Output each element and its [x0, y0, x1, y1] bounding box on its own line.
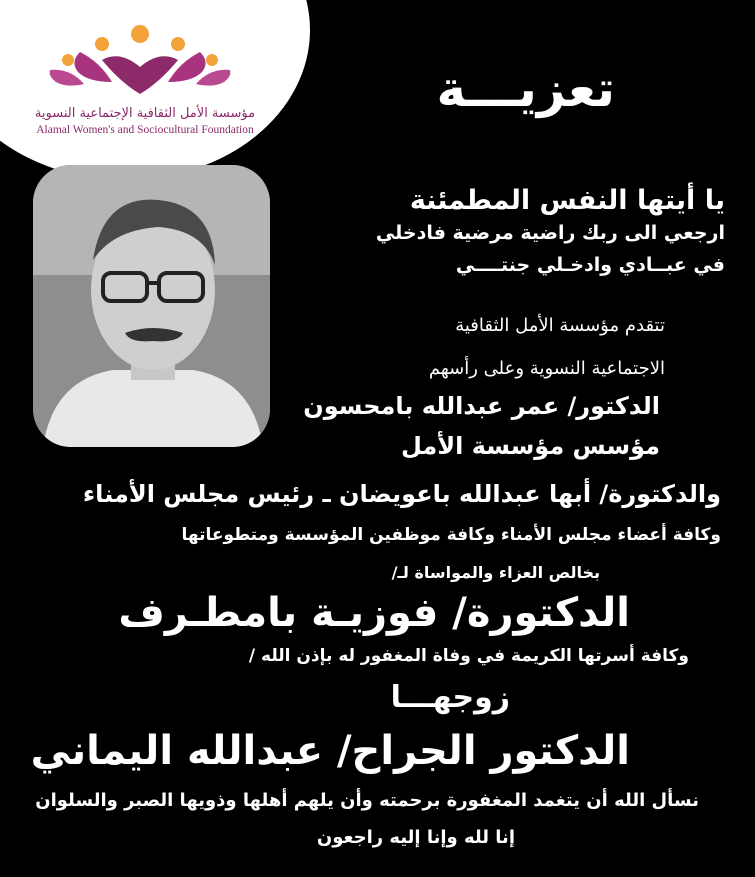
board-chair-line: والدكتورة/ أبها عبدالله باعويضان ـ رئيس مجلس الأمناء	[82, 480, 721, 508]
organization-name-english: Alamal Women's and Sociocultural Foundation	[36, 124, 254, 136]
condolence-line-1: تتقدم مؤسسة الأمل الثقافية	[455, 315, 665, 336]
portrait-image	[33, 165, 270, 447]
family-line: وكافة أسرتها الكريمة في وفاة المغفور له بإذن الله /	[248, 646, 689, 666]
verse-line-3: في عبــادي وادخـلي جنتــــي	[455, 254, 725, 276]
relation-label: زوجهـــا	[390, 680, 510, 715]
board-members-line: وكافة أعضاء مجلس الأمناء وكافة موظفين المؤسسة ومتطوعاتها	[181, 525, 721, 545]
deceased-name: الدكتور الجراح/ عبدالله اليماني	[30, 728, 630, 774]
condolence-intro: بخالص العزاء والمواساة لـ/	[391, 563, 600, 582]
founder-name: الدكتور/ عمر عبدالله بامحسون	[303, 392, 660, 420]
verse-line-2: ارجعي الى ربك راضية مرضية فادخلي	[375, 222, 725, 244]
prayer-line: نسأل الله أن يتغمد المغفورة برحمته وأن يلهم أهلها وذويها الصبر والسلوان	[35, 790, 699, 811]
page-title: تعزيـــة	[436, 60, 615, 118]
organization-logo	[0, 0, 300, 160]
verse-line-1: يا أيتها النفس المطمئنة	[409, 185, 725, 216]
founder-role: مؤسس مؤسسة الأمل	[400, 432, 660, 460]
flower-logo-icon	[40, 22, 240, 102]
organization-name-arabic: مؤسسة الأمل الثقافية الإجتماعية النسوية	[34, 106, 256, 121]
closing-line: إنا لله وإنا إليه راجعون	[316, 827, 515, 848]
portrait-photo	[33, 165, 270, 447]
recipient-name: الدكتورة/ فوزيـة بامطـرف	[118, 590, 630, 636]
condolence-line-2: الاجتماعية النسوية وعلى رأسهم	[428, 358, 665, 379]
